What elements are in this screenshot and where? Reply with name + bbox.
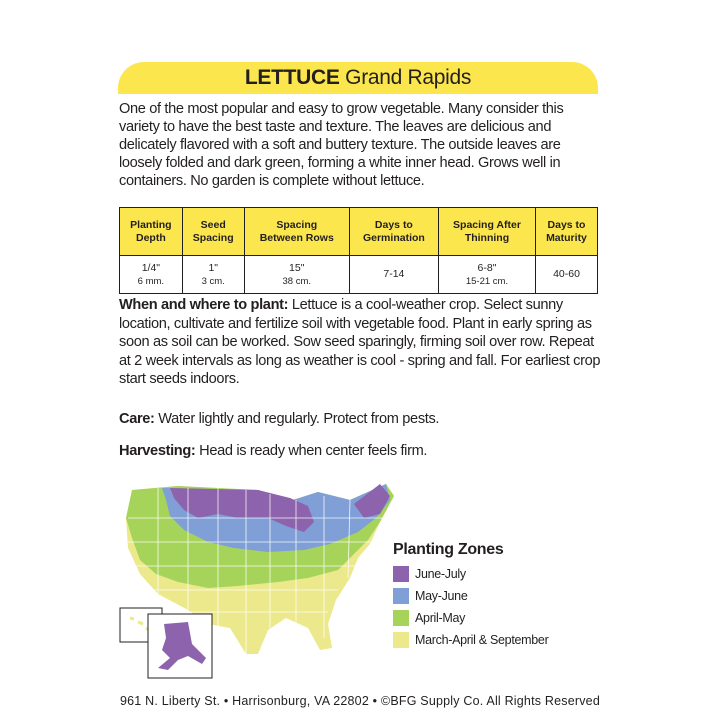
cell-thinning: 6-8" 15-21 cm. bbox=[438, 256, 535, 294]
table-header-row bbox=[120, 208, 598, 256]
header-seed-spacing: Seed Spacing bbox=[182, 208, 244, 256]
planting-specs-table bbox=[119, 207, 598, 294]
variety-name: Grand Rapids bbox=[345, 66, 472, 89]
legend-label: June-July bbox=[415, 567, 466, 581]
cell-germination: 7-14 bbox=[349, 256, 438, 294]
header-thinning: Spacing After Thinning bbox=[438, 208, 535, 256]
cell-seed-spacing: 1" 3 cm. bbox=[182, 256, 244, 294]
legend-item bbox=[393, 585, 548, 607]
care-text: Water lightly and regularly. Protect from pests. bbox=[154, 411, 440, 427]
footer-address: 961 N. Liberty St. • Harrisonburg, VA 22802 • ©BFG Supply Co. All Rights Reserved bbox=[120, 694, 600, 708]
planting-zone-map bbox=[118, 478, 396, 682]
care-label: Care: bbox=[119, 411, 155, 427]
care-section bbox=[119, 410, 601, 429]
harvesting-section bbox=[119, 442, 601, 461]
legend-title: Planting Zones bbox=[393, 541, 504, 558]
legend-label: March-April & September bbox=[415, 633, 549, 647]
legend-swatch-may-june bbox=[393, 588, 409, 604]
legend-item bbox=[393, 629, 548, 651]
table-row bbox=[120, 256, 598, 294]
header-maturity: Days to Maturity bbox=[535, 208, 597, 256]
legend-label: April-May bbox=[415, 611, 466, 625]
cell-row-spacing: 15" 38 cm. bbox=[244, 256, 349, 294]
header-row-spacing: Spacing Between Rows bbox=[244, 208, 349, 256]
harvesting-text: Head is ready when center feels firm. bbox=[195, 443, 428, 459]
header-germination: Days to Germination bbox=[349, 208, 438, 256]
legend-item bbox=[393, 563, 548, 585]
intro-text: One of the most popular and easy to grow vegetable. Many consider this variety to have the best taste and texture. The leaves are delicious and delicately flavored with a soft and buttery texture. The outside leaves are loosely folded and dark green, forming a white inner head. Grows well in containers. No garden is complete without lettuce. bbox=[119, 101, 564, 189]
title-banner bbox=[118, 62, 598, 94]
planting-zones-legend bbox=[393, 541, 548, 651]
when-where-text: Lettuce is a cool-weather crop. Select sunny location, cultivate and fertilize soil with vegetable food. Plant in early spring as soon as soil can be worked. Sow seed sparingly, firming soil over row. Repeat at 2 week intervals as long as weather is cool - spring and fall. For earliest crop start seeds indoors. bbox=[119, 297, 601, 387]
legend-label: May-June bbox=[415, 589, 468, 603]
legend-swatch-march-april bbox=[393, 632, 409, 648]
legend-swatch-april-may bbox=[393, 610, 409, 626]
cell-maturity: 40-60 bbox=[535, 256, 597, 294]
crop-name: LETTUCE bbox=[244, 66, 340, 89]
cell-planting-depth: 1/4" 6 mm. bbox=[120, 256, 183, 294]
when-where-label: When and where to plant: bbox=[119, 297, 289, 313]
legend-swatch-june-july bbox=[393, 566, 409, 582]
harvesting-label: Harvesting: bbox=[119, 443, 196, 459]
when-where-section bbox=[119, 296, 601, 389]
header-planting-depth: Planting Depth bbox=[120, 208, 183, 256]
legend-item bbox=[393, 607, 548, 629]
